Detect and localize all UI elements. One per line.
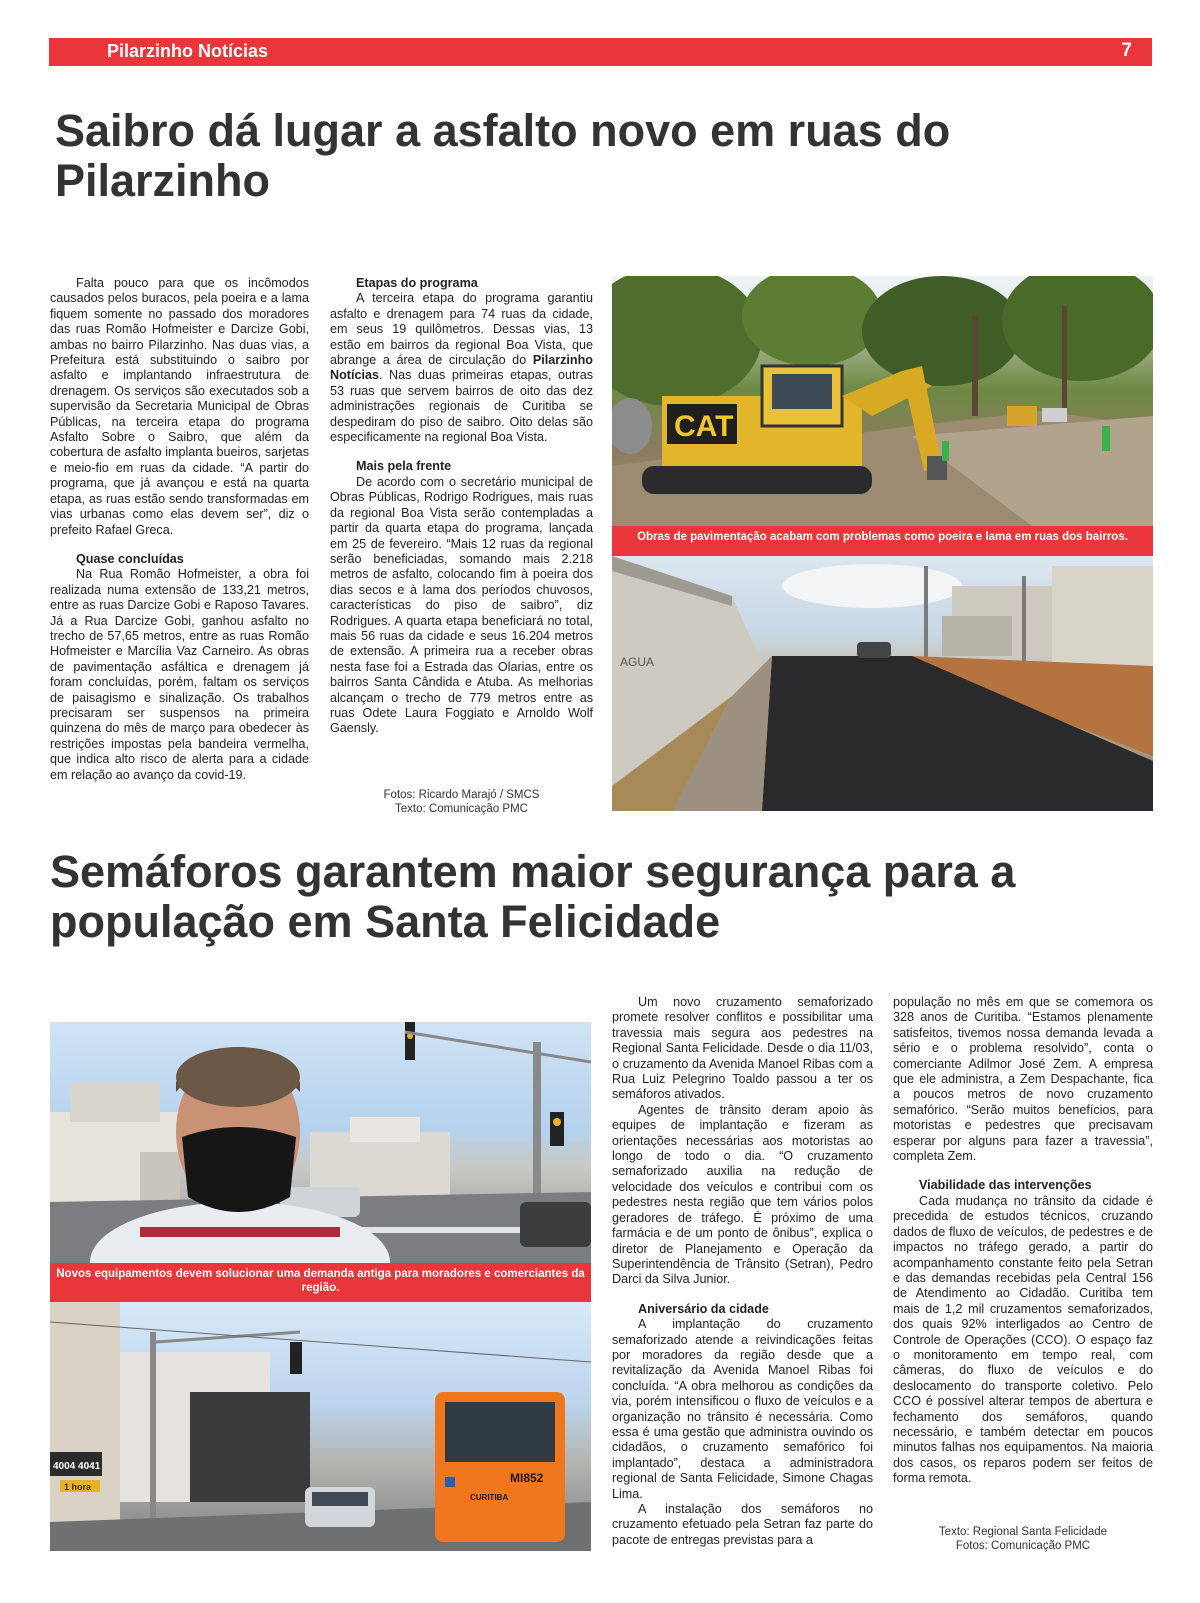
article2-credits	[893, 1525, 1153, 1553]
article2-paragraph: Agentes de trânsito deram apoio às equipes de implantação e fizeram as orientações necessárias aos motoristas ao longo de todo o dia. “O cruzamento semaforizado auxilia na redução de velocidade dos veículos e contribui com os pedestres nesta região que tem vários polos geradores de tráfego. É próximo de uma farmácia e de um ponto de ônibus”, explica o diretor de Planejamento e Operação da Superintendência de Trânsito (Setran), Pedro Darci da Silva Junior.	[612, 1102, 873, 1287]
article1-column-1	[50, 276, 309, 783]
article2-paragraph: Um novo cruzamento semaforizado promete resolver conflitos e possibilitar uma travessia mais segura aos pedestres na Regional Santa Felicidade. Desde o dia 11/03, o cruzamento da Avenida Manoel Ribas com a Rua Luiz Pelegrino Toaldo passou a ter os semáforos ativados.	[612, 995, 873, 1102]
storefront-sign-text: 4004 4041	[53, 1461, 101, 1472]
excavator-roadwork-photo	[612, 276, 1153, 526]
article1-subheading: Etapas do programa	[356, 276, 478, 290]
article2-headline: Semáforos garantem maior segurança para a população em Santa Felicidade	[50, 846, 1016, 948]
cat-logo-text: CAT	[674, 410, 734, 443]
photo-credit: Fotos: Ricardo Marajó / SMCS	[383, 789, 540, 801]
publication-name: Pilarzinho Notícias	[107, 41, 269, 61]
article2-column-2	[893, 995, 1153, 1487]
page-header-bar	[49, 38, 1152, 66]
paragraph-text: . Nas duas primeiras etapas, outras 53 ruas que servem bairros de oito das dez administrações regionais de Curitiba se despediram do piso de saibro. Oito delas são especificamente na regional Boa Vista.	[330, 368, 593, 445]
excavator-illustration	[612, 276, 1153, 526]
text-credit: Texto: Comunicação PMC	[395, 803, 528, 815]
bus-street-photo	[50, 1302, 591, 1551]
article1-paragraph: Na Rua Romão Hofmeister, a obra foi realizada numa extensão de 133,21 metros, entre as ruas Darcize Gobi e Raposo Tavares. Já a Rua Darcize Gobi, ganhou asfalto no trecho de 57,65 metros, entre as ruas Romão Hofmeister e Marcília Vaz Carneiro. As obras de pavimentação asfáltica e drenagem já foram concluídas, porém, faltam os serviços de paisagismo e sinalização. Os trabalhos precisaram ser suspensos na primeira quinzena do mês de março para obedecer às restrições impostas pela bandeira vermelha, que indica alto risco de alerta para a cidade em relação ao avanço da covid-19.	[50, 567, 309, 782]
article2-paragraph: Cada mudança no trânsito da cidade é precedida de estudos técnicos, cruzando dados de fluxo de veículos, de pedestres e de impactos no tráfego gerado, a partir do acompanhamento constante feito pela Setran e das demandas recebidas pela Central 156 de Atendimento ao Cidadão. Curitiba tem mais de 1,2 mil cruzamentos semaforizados, dos quais 92% interligados ao Centro de Controle de Operações (CCO). O espaço faz o monitoramento em tempo real, com câmeras, do fluxo de veículos e do deslocamento do transporte coletivo. Pelo CCO é possível alterar tempos de abertura e fechamento dos semáforos, quando necessário, e também detectar em poucos minutos falhas nos equipamentos. Na maioria dos casos, os reparos podem ser feitos de forma remota.	[893, 1193, 1153, 1486]
photo-credit: Fotos: Comunicação PMC	[955, 1540, 1091, 1552]
masked-man-illustration	[50, 1022, 591, 1263]
article2-column-1	[612, 995, 873, 1548]
storefront-sign-hours: 1 hora	[64, 1482, 92, 1492]
bus-number-text: MI852	[510, 1471, 544, 1485]
article2-subheading: Aniversário da cidade	[638, 1301, 769, 1316]
article1-paragraph: Falta pouco para que os incômodos causados pelos buracos, pela poeira e a lama fiquem somente no passado dos moradores das ruas Romão Hofmeister e Darcize Gobi, ambas no bairro Pilarzinho. Nas duas vias, a Prefeitura está substituindo o saibro por asfalto e implantando infraestrutura de drenagem. Os serviços são executados sob a supervisão da Secretaria Municipal de Obras Públicas, na terceira etapa do programa Asfalto Sobre o Saibro, que além da cobertura de asfalto implanta bueiros, sarjetas e meio-fio em ruas da cidade. “A partir do programa, que já avançou e está na quarta etapa, as ruas estão sendo transformadas em vias urbanas como elas devem ser”, diz o prefeito Rafael Greca.	[50, 276, 309, 537]
masked-man-intersection-photo	[50, 1022, 591, 1263]
asphalt-street-photo	[612, 556, 1153, 811]
article1-credits	[330, 788, 593, 816]
asphalt-street-illustration	[612, 556, 1153, 811]
article2-subheading: Viabilidade das intervenções	[919, 1178, 1092, 1193]
article2-paragraph: A instalação dos semáforos no cruzamento efetuado pela Setran faz parte do pacote de entregas previstas para a	[612, 1502, 873, 1547]
article1-paragraph: De acordo com o secretário municipal de Obras Públicas, Rodrigo Rodrigues, mais ruas da regional Boa Vista serão contempladas a partir da quarta etapa do programa, lançada em 25 de fevereiro. “Mais 12 ruas da regional serão beneficiadas, somando mais 2.218 metros de asfalto, colocando fim à poeira dos dias secos e à lama dos períodos chuvosos, características do piso de saibro”, diz Rodrigues. A quarta etapa beneficiará no total, mais 56 ruas da cidade e seus 16.204 metros de extensão. A primeira rua a receber obras nesta fase foi a Estrada das Olarias, entre os bairros Santa Cândida e Atuba. As melhorias alcançam o trecho de 779 metros entre as ruas Odete Laura Foggiato e Arnoldo Wolf Gaensly.	[330, 474, 593, 736]
article1-subheading: Mais pela frente	[356, 459, 452, 474]
article1-subheading: Quase concluídas	[76, 551, 184, 566]
article2-paragraph: A implantação do cruzamento semaforizado atende a reivindicações feitas por moradores da região desde que a revitalização da Avenida Manoel Ribas foi concluída. “A obra melhorou as condições da via, porém intensificou o fluxo de veículos e a organização no trânsito é necessária. Como essa é uma gestão que administra ouvindo os cidadãos, o cruzamento semafórico foi implantado”, destaca a administradora regional de Santa Felicidade, Simone Chagas Lima.	[612, 1317, 873, 1501]
publication-mention: Pilarzinho Notícias	[330, 353, 593, 383]
article1-headline: Saibro dá lugar a asfalto novo em ruas do Pilarzinho	[55, 105, 951, 207]
intersection-photo-caption: Novos equipamentos devem solucionar uma demanda antiga para moradores e comerciantes da região.	[50, 1263, 591, 1302]
paragraph-text: A terceira etapa do programa garantiu asfalto e drenagem para 74 ruas da cidade, em seus 19 quilômetros. Dessas vias, 13 estão em bairros da regional Boa Vista, que abrange a área de circulação do	[330, 291, 593, 368]
text-credit: Texto: Regional Santa Felicidade	[938, 1526, 1108, 1538]
bus-street-illustration	[50, 1302, 591, 1551]
page-number: 7	[1121, 40, 1132, 61]
bus-brand-text: CURITIBA	[470, 1493, 509, 1502]
article2-paragraph: população no mês em que se comemora os 328 anos de Curitiba. “Estamos plenamente satisfeitos, tivemos nossa demanda levada a sério e o problema resolvido”, conta o comerciante Adilmor José Zem. A empresa que ele administra, a Zem Despachante, fica a poucos metros de novo cruzamento semafórico. “Serão muitos benefícios, para motoristas e pedestres que precisavam esperar por alguns para fazer a travessia”, completa Zem.	[893, 995, 1153, 1164]
excavator-photo-caption: Obras de pavimentação acabam com problemas como poeira e lama em ruas dos bairros.	[612, 526, 1153, 556]
wall-graffiti-text: AGUA	[620, 655, 655, 669]
article1-paragraph	[330, 291, 593, 445]
article1-column-2	[330, 276, 593, 737]
